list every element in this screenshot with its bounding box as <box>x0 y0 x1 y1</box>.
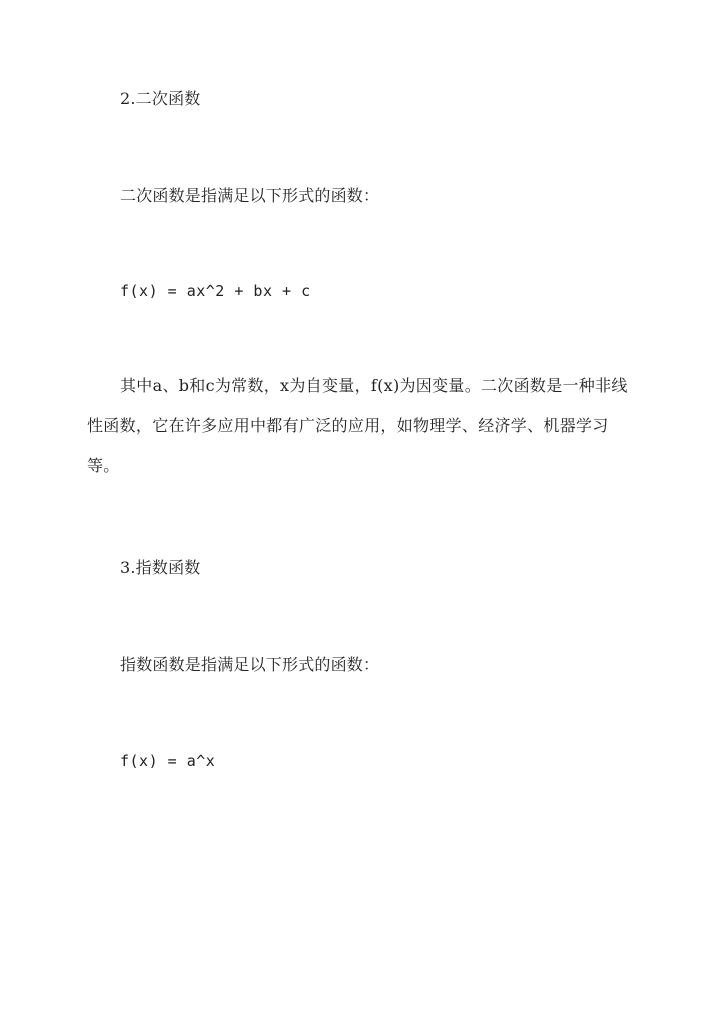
exponential-definition-text: 指数函数是指满足以下形式的函数： <box>120 655 380 674</box>
section-heading-quadratic: 2.二次函数 <box>120 89 201 108</box>
quadratic-definition-text: 二次函数是指满足以下形式的函数： <box>120 186 380 205</box>
quadratic-explanation-paragraph: 其中a、b和c为常数，x为自变量，f(x)为因变量。二次函数是一种非线性函数，它在许多应用中都有广泛的应用，如物理学、经济学、机器学习等。 <box>87 376 628 475</box>
exponential-formula: f(x) = a^x <box>120 752 216 770</box>
section-heading-exponential: 3.指数函数 <box>120 558 201 577</box>
quadratic-formula: f(x) = ax^2 + bx + c <box>120 282 311 300</box>
